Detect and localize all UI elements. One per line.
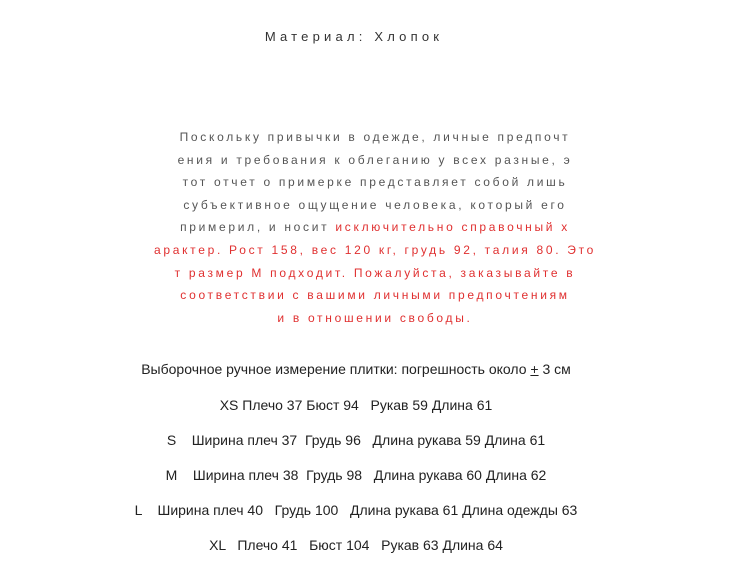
measurement-note <box>0 361 712 377</box>
disclaimer-line-2: ения и требования к облеганию у всех разные, э <box>177 152 573 167</box>
measurement-note-prefix: Выборочное ручное измерение плитки: погрешность около <box>141 361 531 377</box>
disclaimer-line-7: т размер M подходит. Пожалуйста, заказывайте в <box>174 265 576 280</box>
disclaimer-line-6: арактер. Рост 158, вес 120 кг, грудь 92, талия 80. Это <box>153 242 597 257</box>
size-row-m: M Ширина плеч 38 Грудь 98 Длина рукава 60 Длина 62 <box>165 467 547 483</box>
fit-disclaimer <box>0 126 750 329</box>
size-row-s: S Ширина плеч 37 Грудь 96 Длина рукава 59 Длина 61 <box>166 432 546 448</box>
disclaimer-line-5-gray: примерил, и носит <box>180 220 336 235</box>
disclaimer-line-5 <box>0 216 750 239</box>
disclaimer-line-9: и в отношении свободы. <box>277 310 473 325</box>
size-row-l: L Ширина плеч 40 Грудь 100 Длина рукава 61 Длина одежды 63 <box>134 502 578 518</box>
disclaimer-line-4: субъективное ощущение человека, который его <box>183 197 567 212</box>
measurement-note-suffix: 3 см <box>538 361 571 377</box>
disclaimer-line-1: Поскольку привычки в одежде, личные предпочт <box>179 130 571 144</box>
material-label: Материал: Хлопок <box>264 29 444 44</box>
size-row-xs: XS Плечо 37 Бюст 94 Рукав 59 Длина 61 <box>219 397 493 413</box>
disclaimer-line-3: тот отчет о примерке представляет собой лишь <box>182 175 568 190</box>
disclaimer-line-8: соответствии с вашими личными предпочтениям <box>180 288 570 303</box>
size-row-xl: XL Плечо 41 Бюст 104 Рукав 63 Длина 64 <box>209 537 503 553</box>
plus-minus-sign: + <box>530 361 539 377</box>
disclaimer-line-5-red: исключительно справочный х <box>335 220 570 235</box>
